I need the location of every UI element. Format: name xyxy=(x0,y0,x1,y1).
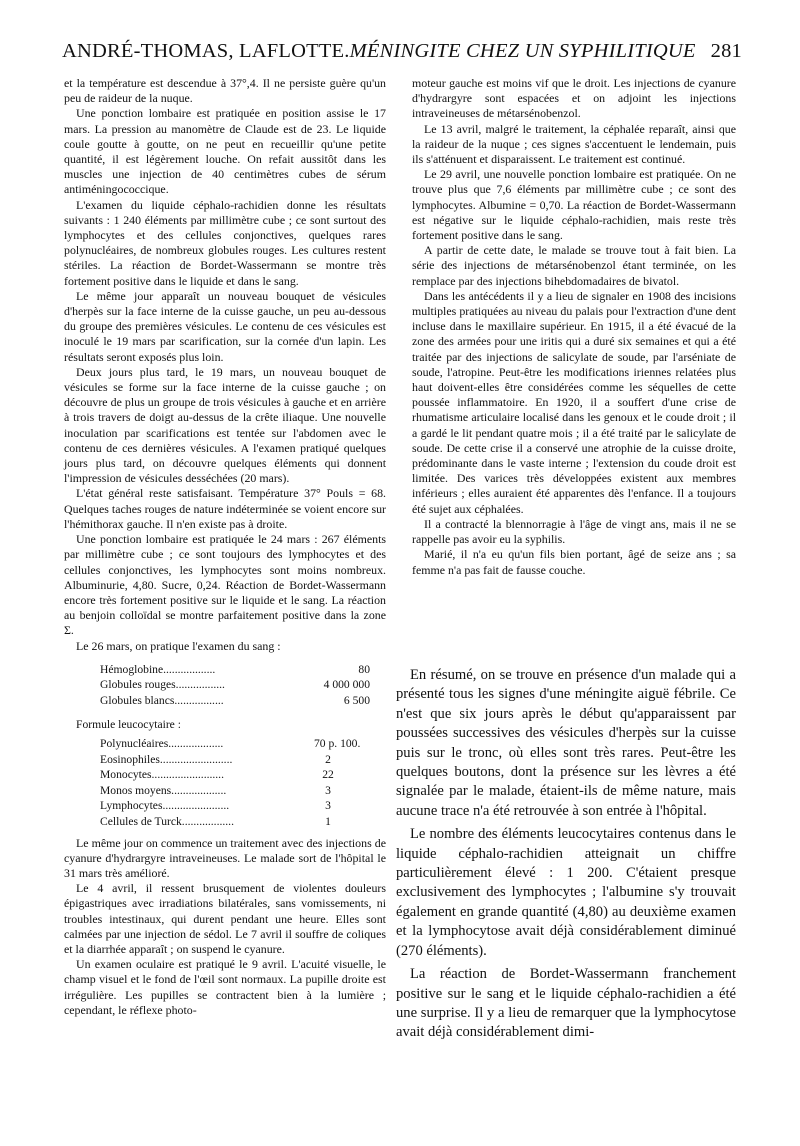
table-row xyxy=(64,752,386,768)
row-label: Hémoglobine.................. xyxy=(100,662,216,676)
paragraph: Deux jours plus tard, le 19 mars, un nouveau bouquet de vésicules se forme sur la face interne de la cuisse gauche ; on découvre de plus un groupe de trois vésicules à gauche et en arrière à trois travers de doigt au-dessus de la crête iliaque. Une nouvelle inoculation par scarifications est tentée sur l'abdomen avec le contenu de ces dernières vésicules. A l'examen pratiqué quelques jours plus tard, on découvre quelques éléments qui donnent l'impression de vésicules desséchées (20 mars). xyxy=(64,364,386,486)
paragraph: Le 13 avril, malgré le traitement, la céphalée reparaît, ainsi que la raideur de la nuque ; ces signes s'accentuent le lendemain, puis ils s'atténuent et disparaissent. Le traitement est continué. xyxy=(412,121,736,167)
header-title: MÉNINGITE CHEZ UN SYPHILITIQUE xyxy=(349,40,696,62)
conclusion-section xyxy=(396,666,736,1043)
right-column xyxy=(412,76,736,578)
row-value: 70 p. 100. xyxy=(314,737,361,751)
row-label: Polynucléaires................... xyxy=(100,737,224,751)
blood-exam-table xyxy=(64,662,386,830)
paragraph: Le 26 mars, on pratique l'examen du sang : xyxy=(76,638,281,653)
table-row xyxy=(64,736,386,752)
running-header xyxy=(62,40,742,70)
row-value: 22 xyxy=(322,768,334,782)
page-number: 281 xyxy=(710,40,742,62)
paragraph: Une ponction lombaire est pratiquée en position assise le 17 mars. La pression au manomètre de Claude est de 23. Le liquide coule goutte à goutte, on ne peut en recueillir qu'une petite quantité, il est légèrement louche. On refait aussitôt dans les muscles une injection de 40 centimètres cubes de sérum antiméningococcique. xyxy=(64,106,386,197)
paragraph: Le 29 avril, une nouvelle ponction lombaire est pratiquée. On ne trouve plus que 7,6 éléments par millimètre cube ; ce sont des lymphocytes. Albumine = 0,70. La réaction de Bordet-Wassermann est négative sur le liquide céphalo-rachidien, mais reste très fortement positive dans le sang. xyxy=(412,167,736,243)
row-value: 3 xyxy=(325,799,331,813)
paragraph: Le même jour apparaît un nouveau bouquet de vésicules d'herpès sur la face interne de la cuisse gauche, un peu au-dessous du groupe des premières vésicules. Le contenu de ces vésicules est inoculé le 19 mars par scarification, sur la cornée d'un lapin. Les résultats seront exposés plus loin. xyxy=(64,288,386,364)
left-column xyxy=(64,76,386,1018)
header-authors: ANDRÉ-THOMAS, LAFLOTTE. xyxy=(62,40,350,62)
table-row xyxy=(64,783,386,799)
paragraph: Le même jour on commence un traitement avec des injections de cyanure d'hydrargyre intraveineuses. Le malade sort de l'hôpital le 31 mars très amélioré. xyxy=(64,835,386,881)
paragraph: moteur gauche est moins vif que le droit. Les injections de cyanure d'hydrargyre sont espacées et on adjoint les injections intraveineuses de métarsénobenzol. xyxy=(412,76,736,121)
paragraph: A partir de cette date, le malade se trouve tout à fait bien. La série des injections de métarsénobenzol étant terminée, on les remplace par des injections bihebdomadaires de bivatol. xyxy=(412,243,736,288)
row-label: Lymphocytes....................... xyxy=(100,799,230,813)
paragraph: Le nombre des éléments leucocytaires contenus dans le liquide céphalo-rachidien atteignait un chiffre particulièrement élevé : 1 200. C'étaient presque exclusivement des lymphocytes ; l'albumine s'y trouvait également en grande quantité (4,80) au deuxième examen et la lymphocytose avait déjà considérablement diminué (270 éléments). xyxy=(396,826,736,959)
row-value: 1 xyxy=(325,815,331,829)
paragraph: Un examen oculaire est pratiqué le 9 avril. L'acuité visuelle, le champ visuel et le fond de l'œil sont normaux. La pupille droite est irrégulière. Les pupilles se contractent bien à la lumière ; cependant, le réflexe photo- xyxy=(64,957,386,1017)
table-row xyxy=(64,677,386,693)
row-label: Eosinophiles......................... xyxy=(100,752,233,766)
row-value: 80 xyxy=(358,662,370,676)
row-label: Cellules de Turck.................. xyxy=(100,815,234,829)
table-row xyxy=(64,814,386,830)
paragraph: En résumé, on se trouve en présence d'un malade qui a présenté tous les signes d'une méningite aiguë fébrile. Ce n'est que six jours après le début qu'apparaissent par poussées successives des vésicules d'herpès sur la cuisse puis sur le tronc, où elles sont très rares. Peut-être les quelques boutons, dont la présence sur les lèvres a été signalée par le malade, étaient-ils de même nature, mais aucune trace n'a été retrouvée à son entrée à l'hôpital. xyxy=(396,667,736,819)
paragraph: Une ponction lombaire est pratiquée le 24 mars : 267 éléments par millimètre cube ; ce sont toujours des lymphocytes et des cellules conjonctives, les lymphocytes sont moins nombreux. Albuminurie, 4,80. Sucre, 0,24. Réaction de Bordet-Wassermann encore très fortement positive sur le liquide et le sang. La réaction au benjoin colloïdal se montre parfaitement positive dans la zone Σ. xyxy=(64,532,386,638)
table-row xyxy=(64,767,386,783)
paragraph: La réaction de Bordet-Wassermann franchement positive sur le sang et le liquide céphalo-rachidien a été une surprise. Il y a lieu de remarquer que la lymphocytose avait déjà considérablement dimi- xyxy=(396,966,736,1041)
paragraph: Le 4 avril, il ressent brusquement de violentes douleurs épigastriques avec irradiations bilatérales, sans vomissements, ni troubles intestinaux, qui durent pendant une heure. Elles sont calmées par une injection de sédol. Le 7 avril il souffre de coliques et la diarrhée apparaît ; on suspend le cyanure. xyxy=(64,881,386,957)
row-value: 3 xyxy=(325,783,331,797)
row-value: 4 000 000 xyxy=(323,678,370,692)
paragraph: L'examen du liquide céphalo-rachidien donne les résultats suivants : 1 240 éléments par millimètre cube ; ce sont surtout des lymphocytes et des cellules conjonctives, quelques rares polynucléaires, de nombreux globules rouges. Les cultures restent stériles. La réaction de Bordet-Wassermann se montre très fortement positive dans le liquide et dans le sang. xyxy=(64,197,386,288)
table-row xyxy=(64,693,386,709)
header-title-line xyxy=(62,40,696,63)
row-value: 6 500 xyxy=(343,693,370,707)
paragraph: Dans les antécédents il y a lieu de signaler en 1908 des incisions multiples pratiquées au niveau du palais pour l'extraction d'une dent incluse dans le maxillaire supérieur. En 1915, il a été évacué de la zone des armées pour une iritis qui a duré six semaines et qui a été traitée par des injections de salicylate de soude, par l'arséniate de soude, l'atropine. Peut-être les modifications iriennes relatées plus haut doivent-elles être considérées comme les séquelles de cette poussée inflammatoire. En 1920, il a souffert d'une crise de rhumatisme articulaire localisé dans les genoux et le coude droit ; il a gardé le lit pendant quatre mois ; il a été traité par le salicylate de soude. De cette crise il a conservé une atrophie de la cuisse droite, prédominante dans le vaste interne ; l'extension du coude droit est limitée. Des varices très développées existent aux membres inférieurs ; elles auraient été apparentes dès l'enfance. Il a toujours été sujet aux céphalées. xyxy=(412,288,736,516)
paragraph: Marié, il n'a eu qu'un fils bien portant, âgé de seize ans ; sa femme n'a pas fait de fausse couche. xyxy=(412,547,736,577)
row-label: Globules blancs................. xyxy=(100,693,224,707)
table-row xyxy=(64,798,386,814)
table-row xyxy=(64,662,386,678)
row-label: Globules rouges................. xyxy=(100,678,225,692)
row-label: Monocytes......................... xyxy=(100,768,224,782)
paragraph: et la température est descendue à 37°,4. Il ne persiste guère qu'un peu de raideur de la nuque. xyxy=(64,76,386,106)
paragraph: L'état général reste satisfaisant. Température 37° Pouls = 68. Quelques taches rouges de nature indéterminée se voient encore sur l'hémithorax gauche. Il n'en existe pas à droite. xyxy=(64,486,386,531)
formula-title: Formule leucocytaire : xyxy=(76,717,181,731)
row-label: Monos moyens................... xyxy=(100,783,227,797)
row-value: 2 xyxy=(325,752,331,766)
paragraph: Il a contracté la blennorragie à l'âge de vingt ans, mais il ne se rappelle pas avoir eu la syphilis. xyxy=(412,516,736,547)
